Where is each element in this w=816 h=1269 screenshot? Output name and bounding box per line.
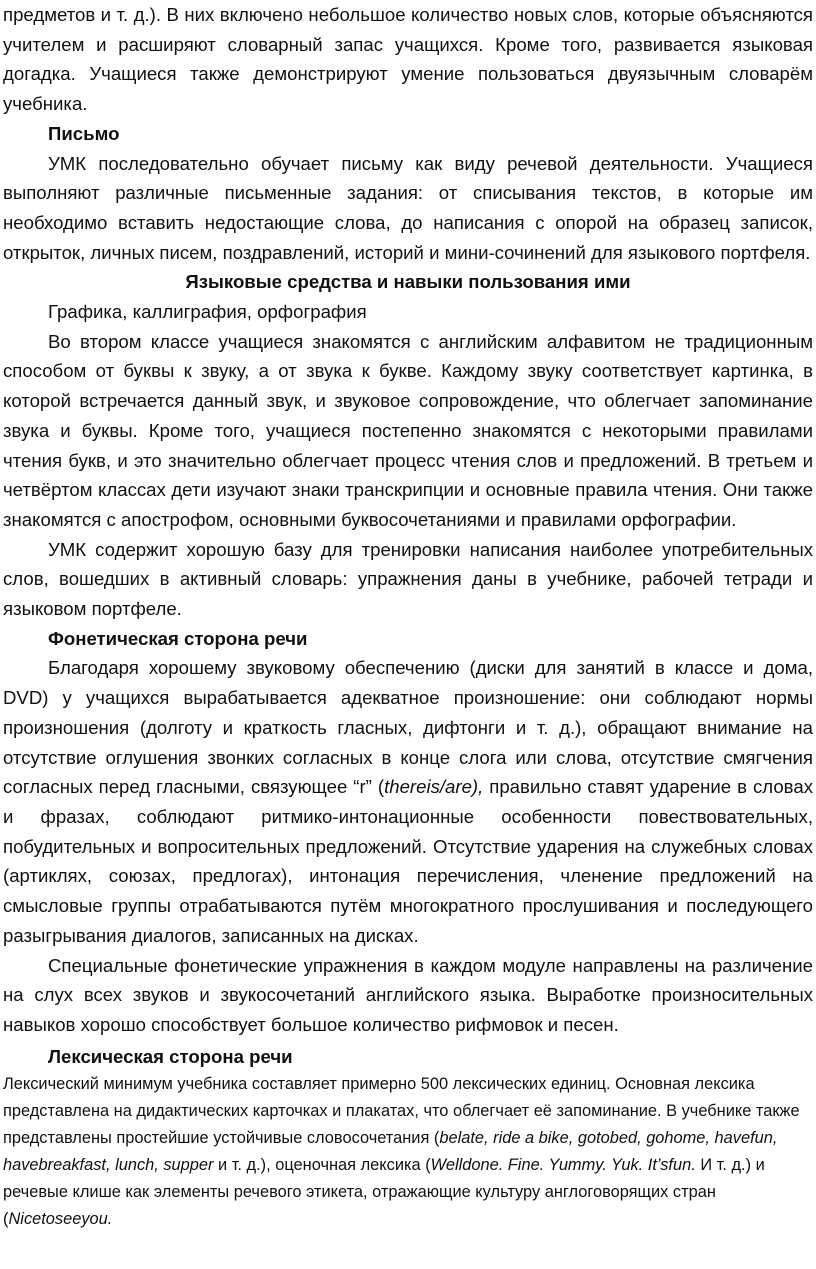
phonetics-paragraph-1 [3, 653, 813, 950]
lexis-heading: Лексическая сторона речи [48, 1045, 293, 1067]
phonetics-italic: thereis/are), [384, 776, 484, 798]
lexis-section [3, 1042, 813, 1233]
phonetics-paragraph-2: Специальные фонетические упражнения в каждом модуле направлены на различение на слух всех звуков и звукосочетаний английского языка. Выработке произносительных навыков хорошо способствует большое количество рифмовок и песен. [3, 954, 813, 1035]
phonetics-text-a: Благодаря хорошему звуковому обеспечению (диски для занятий в классе и дома, DVD) у учащихся вырабатывается адекватное произношение: они соблюдают нормы произношения (долготу и краткость гласных, дифтонги и т. д.), обращают внимание на отсутствие оглушения звонких согласных в конце слога или слова, отсутствие смягчения согласных перед гласными, связующее “r” ( [3, 657, 813, 798]
writing-heading: Письмо [48, 122, 120, 144]
lexis-text-2: и т. д.), оценочная лексика ( [213, 1155, 431, 1174]
lexis-text-1: Лексический минимум учебника составляет примерно 500 лексических единиц. Основная лексика представлена на дидактических карточках и плакатах, что облегчает её запоминание. В учебнике также представлены простейшие устойчивые словосочетания ( [3, 1074, 800, 1147]
intro-paragraph: предметов и т. д.). В них включено небольшое количество новых слов, которые объясняются учителем и расширяют словарный запас учащихся. Кроме того, развивается языковая догадка. Учащиеся также демонстрируют умение пользоваться двуязычным словарём учебника. [3, 4, 813, 115]
graphics-subheading: Графика, каллиграфия, орфография [48, 301, 367, 323]
phonetics-text-b: правильно ставят ударение в словах и фразах, соблюдают ритмико-интонационные особенности повествовательных, побудительных и вопросительных предложений. Отсутствие ударения на служебных словах (артиклях, союзах, предлогах), интонация перечисления, членение предложений на смысловые группы отрабатываются путём многократного прослушивания и последующего разыгрывания диалогов, записанных на дисках. [3, 776, 813, 946]
main-text [3, 0, 813, 1040]
lexis-text-3: И т. д.) и речевые клише как элементы речевого этикета, отражающие культуру англоговорящих стран ( [3, 1155, 765, 1228]
lexis-italic-3: Nicetoseeyou. [8, 1209, 113, 1228]
lexis-italic-2: Welldone. Fine. Yummy. Yuk. It’sfun. [430, 1155, 696, 1174]
phonetics-heading: Фонетическая сторона речи [48, 627, 308, 649]
graphics-paragraph-2: УМК содержит хорошую базу для тренировки написания наиболее употребительных слов, вошедших в активный словарь: упражнения даны в учебнике, рабочей тетради и языковом портфеле. [3, 538, 813, 620]
graphics-paragraph-1: Во втором классе учащиеся знакомятся с английским алфавитом не традиционным способом от буквы к звуку, а от звука к букве. Каждому звуку соответствует картинка, в которой встречается данный звук, и звуковое сопровождение, что облегчает запоминание звука и буквы. Кроме того, учащиеся постепенно знакомятся с некоторыми правилами чтения букв, и это значительно облегчает процесс чтения слов и предложений. В третьем и четвёртом классах дети изучают знаки транскрипции и основные правила чтения. Они также знакомятся с апострофом, основными буквосочетаниями и правилами орфографии. [3, 330, 813, 530]
language-means-heading: Языковые средства и навыки пользования ими [185, 271, 631, 293]
lexis-italic-1: belate, ride a bike, gotobed, gohome, havefun, havebreakfast, lunch, supper [3, 1128, 778, 1174]
lexis-paragraph [3, 1071, 813, 1233]
writing-paragraph: УМК последовательно обучает письму как виду речевой деятельности. Учащиеся выполняют различные письменные задания: от списывания текстов, в которые им необходимо вставить недостающие слова, до написания с опорой на образец записок, открыток, личных писем, поздравлений, историй и мини-сочинений для языкового портфеля. [3, 152, 813, 263]
